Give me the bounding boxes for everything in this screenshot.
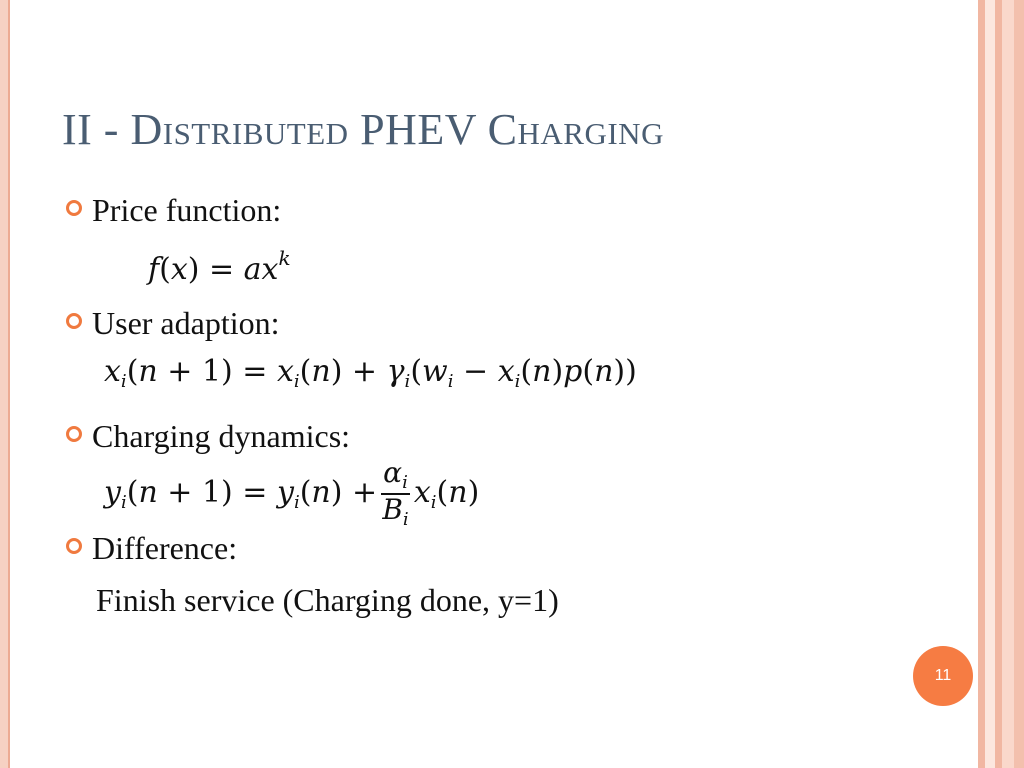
difference-detail: Finish service (Charging done, y=1): [96, 582, 559, 618]
bullet-label: User adaption:: [92, 305, 280, 341]
bullet-difference: [66, 530, 237, 567]
title-text: Distributed PHEV Charging: [130, 105, 664, 154]
page-number-badge: 11: [913, 646, 973, 706]
bullet-user-adaption: [66, 305, 280, 342]
equation-charging-dynamics: $y_i(n + 1) = y_i(n)$ + $\frac{\alpha_i}{B_i}$ $x_i(n)$: [104, 456, 480, 530]
bullet-label: Charging dynamics:: [92, 418, 351, 454]
bullet-circle-icon: [66, 200, 82, 216]
bullet-circle-icon: [66, 538, 82, 554]
bullet-circle-icon: [66, 426, 82, 442]
right-border-decoration: [978, 0, 1024, 768]
title-prefix: II -: [62, 105, 131, 154]
equation-price: $f(x) = ax^k$: [148, 246, 291, 287]
bullet-label: Price function:: [92, 192, 282, 228]
equation-user-adaption: $x_i(n + 1) = x_i(n) + \gamma_i(w_i - x_i(n)p(n))$: [104, 354, 637, 392]
bullet-price-function: [66, 192, 281, 229]
slide-title: [62, 104, 664, 155]
left-border-decoration: [0, 0, 10, 768]
bullet-circle-icon: [66, 313, 82, 329]
bullet-label: Difference:: [92, 530, 238, 566]
bullet-charging-dynamics: [66, 418, 350, 455]
